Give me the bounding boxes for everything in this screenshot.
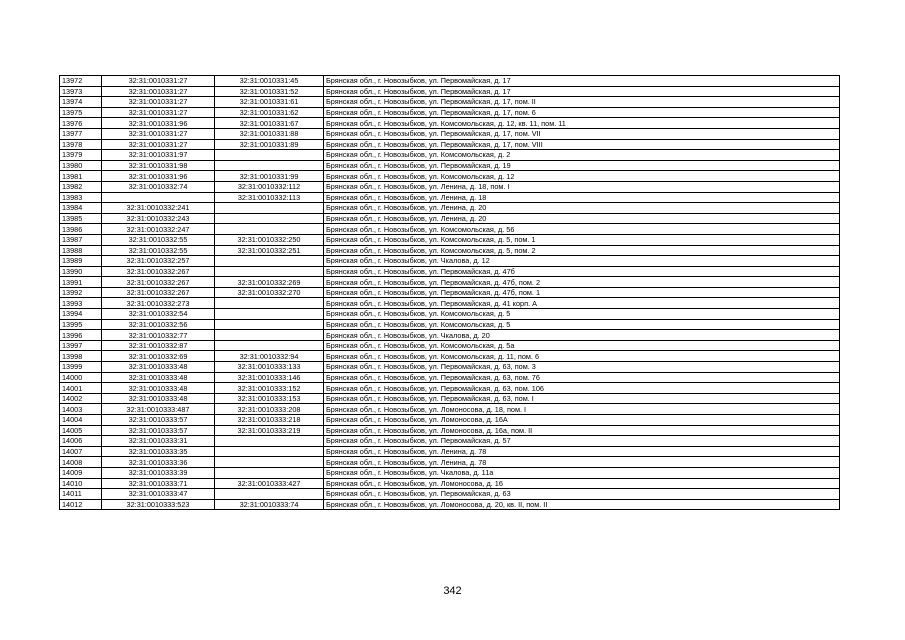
- row-number: 13993: [60, 298, 102, 309]
- cadastral-number-parcel: 32:31:0010332:54: [102, 309, 215, 320]
- table-row: [60, 372, 840, 383]
- row-number: 13994: [60, 309, 102, 320]
- table-row: [60, 351, 840, 362]
- row-number: 13991: [60, 277, 102, 288]
- table-row: [60, 181, 840, 192]
- table-row: [60, 383, 840, 394]
- cadastral-number-object: 32:31:0010331:61: [215, 97, 324, 108]
- row-number: 13999: [60, 362, 102, 373]
- cadastral-number-object: 32:31:0010332:94: [215, 351, 324, 362]
- cadastral-number-parcel: 32:31:0010333:36: [102, 457, 215, 468]
- table-row: [60, 76, 840, 87]
- cadastral-number-object: 32:31:0010333:133: [215, 362, 324, 373]
- table-row: [60, 277, 840, 288]
- cadastral-number-object: 32:31:0010331:67: [215, 118, 324, 129]
- cadastral-number-parcel: 32:31:0010333:48: [102, 393, 215, 404]
- cadastral-number-parcel: 32:31:0010331:27: [102, 86, 215, 97]
- registry-table: [59, 75, 840, 510]
- cadastral-number-object: [215, 436, 324, 447]
- cadastral-number-parcel: 32:31:0010331:27: [102, 139, 215, 150]
- cadastral-number-object: 32:31:0010332:250: [215, 234, 324, 245]
- cadastral-number-object: 32:31:0010331:62: [215, 107, 324, 118]
- table-row: [60, 266, 840, 277]
- table-row: [60, 192, 840, 203]
- cadastral-number-object: [215, 467, 324, 478]
- row-number: 13995: [60, 319, 102, 330]
- table-row: [60, 309, 840, 320]
- cadastral-number-parcel: 32:31:0010333:47: [102, 489, 215, 500]
- address-cell: Брянская обл., г. Новозыбков, ул. Первомайская, д. 63, пом. 106: [324, 383, 840, 394]
- row-number: 14000: [60, 372, 102, 383]
- row-number: 13983: [60, 192, 102, 203]
- cadastral-number-object: [215, 298, 324, 309]
- address-cell: Брянская обл., г. Новозыбков, ул. Комсомольская, д. 12: [324, 171, 840, 182]
- cadastral-number-parcel: 32:31:0010331:98: [102, 160, 215, 171]
- row-number: 13982: [60, 181, 102, 192]
- cadastral-number-object: 32:31:0010331:99: [215, 171, 324, 182]
- address-cell: Брянская обл., г. Новозыбков, ул. Ломоносова, д. 16а, пом. II: [324, 425, 840, 436]
- cadastral-number-parcel: 32:31:0010333:57: [102, 425, 215, 436]
- cadastral-number-object: [215, 160, 324, 171]
- address-cell: Брянская обл., г. Новозыбков, ул. Первомайская, д. 63, пом. I: [324, 393, 840, 404]
- table-row: [60, 256, 840, 267]
- row-number: 13987: [60, 234, 102, 245]
- address-cell: Брянская обл., г. Новозыбков, ул. Чкалова, д. 12: [324, 256, 840, 267]
- row-number: 13972: [60, 76, 102, 87]
- cadastral-number-object: [215, 489, 324, 500]
- row-number: 13997: [60, 340, 102, 351]
- address-cell: Брянская обл., г. Новозыбков, ул. Чкалова, д. 20: [324, 330, 840, 341]
- cadastral-number-object: 32:31:0010331:52: [215, 86, 324, 97]
- cadastral-number-parcel: 32:31:0010332:247: [102, 224, 215, 235]
- address-cell: Брянская обл., г. Новозыбков, ул. Первомайская, д. 63: [324, 489, 840, 500]
- table-row: [60, 128, 840, 139]
- table-row: [60, 287, 840, 298]
- row-number: 13976: [60, 118, 102, 129]
- cadastral-number-parcel: 32:31:0010332:273: [102, 298, 215, 309]
- row-number: 13986: [60, 224, 102, 235]
- cadastral-number-object: 32:31:0010333:146: [215, 372, 324, 383]
- cadastral-number-parcel: 32:31:0010331:27: [102, 97, 215, 108]
- row-number: 13989: [60, 256, 102, 267]
- table-row: [60, 404, 840, 415]
- table-row: [60, 457, 840, 468]
- row-number: 14012: [60, 499, 102, 510]
- cadastral-number-parcel: 32:31:0010331:27: [102, 107, 215, 118]
- cadastral-number-object: 32:31:0010333:427: [215, 478, 324, 489]
- cadastral-number-object: 32:31:0010332:113: [215, 192, 324, 203]
- cadastral-number-object: 32:31:0010331:88: [215, 128, 324, 139]
- cadastral-number-object: [215, 266, 324, 277]
- cadastral-number-object: [215, 150, 324, 161]
- address-cell: Брянская обл., г. Новозыбков, ул. Комсомольская, д. 5: [324, 319, 840, 330]
- address-cell: Брянская обл., г. Новозыбков, ул. Первомайская, д. 63, пом. 76: [324, 372, 840, 383]
- cadastral-number-parcel: 32:31:0010333:487: [102, 404, 215, 415]
- cadastral-number-parcel: 32:31:0010331:96: [102, 171, 215, 182]
- address-cell: Брянская обл., г. Новозыбков, ул. Первомайская, д. 47б: [324, 266, 840, 277]
- address-cell: Брянская обл., г. Новозыбков, ул. Первомайская, д. 19: [324, 160, 840, 171]
- registry-table-body: [60, 76, 840, 510]
- row-number: 14008: [60, 457, 102, 468]
- row-number: 14004: [60, 415, 102, 426]
- address-cell: Брянская обл., г. Новозыбков, ул. Ломоносова, д. 16: [324, 478, 840, 489]
- cadastral-number-object: 32:31:0010333:74: [215, 499, 324, 510]
- cadastral-number-parcel: 32:31:0010333:31: [102, 436, 215, 447]
- cadastral-number-object: 32:31:0010332:112: [215, 181, 324, 192]
- cadastral-number-parcel: 32:31:0010333:39: [102, 467, 215, 478]
- row-number: 13990: [60, 266, 102, 277]
- cadastral-number-parcel: 32:31:0010332:69: [102, 351, 215, 362]
- address-cell: Брянская обл., г. Новозыбков, ул. Ленина, д. 20: [324, 203, 840, 214]
- row-number: 14010: [60, 478, 102, 489]
- row-number: 14011: [60, 489, 102, 500]
- row-number: 13996: [60, 330, 102, 341]
- cadastral-number-parcel: 32:31:0010332:55: [102, 245, 215, 256]
- table-row: [60, 478, 840, 489]
- row-number: 14006: [60, 436, 102, 447]
- address-cell: Брянская обл., г. Новозыбков, ул. Комсомольская, д. 56: [324, 224, 840, 235]
- address-cell: Брянская обл., г. Новозыбков, ул. Ленина, д. 20: [324, 213, 840, 224]
- address-cell: Брянская обл., г. Новозыбков, ул. Ленина, д. 78: [324, 446, 840, 457]
- cadastral-number-parcel: 32:31:0010332:87: [102, 340, 215, 351]
- cadastral-number-object: [215, 203, 324, 214]
- cadastral-number-object: 32:31:0010333:153: [215, 393, 324, 404]
- row-number: 13998: [60, 351, 102, 362]
- table-row: [60, 203, 840, 214]
- cadastral-number-object: [215, 309, 324, 320]
- row-number: 13984: [60, 203, 102, 214]
- table-row: [60, 139, 840, 150]
- cadastral-number-object: [215, 446, 324, 457]
- cadastral-number-parcel: 32:31:0010333:35: [102, 446, 215, 457]
- row-number: 13980: [60, 160, 102, 171]
- cadastral-number-object: 32:31:0010333:219: [215, 425, 324, 436]
- cadastral-number-object: 32:31:0010333:218: [215, 415, 324, 426]
- cadastral-number-parcel: [102, 192, 215, 203]
- address-cell: Брянская обл., г. Новозыбков, ул. Первомайская, д. 17, пом. VIII: [324, 139, 840, 150]
- cadastral-number-object: 32:31:0010333:152: [215, 383, 324, 394]
- address-cell: Брянская обл., г. Новозыбков, ул. Ленина, д. 18, пом. I: [324, 181, 840, 192]
- address-cell: Брянская обл., г. Новозыбков, ул. Комсомольская, д. 5, пом. 2: [324, 245, 840, 256]
- cadastral-number-parcel: 32:31:0010332:74: [102, 181, 215, 192]
- row-number: 13981: [60, 171, 102, 182]
- address-cell: Брянская обл., г. Новозыбков, ул. Первомайская, д. 17, пом. II: [324, 97, 840, 108]
- table-row: [60, 340, 840, 351]
- cadastral-number-parcel: 32:31:0010332:77: [102, 330, 215, 341]
- row-number: 14002: [60, 393, 102, 404]
- address-cell: Брянская обл., г. Новозыбков, ул. Первомайская, д. 47б, пом. 2: [324, 277, 840, 288]
- address-cell: Брянская обл., г. Новозыбков, ул. Первомайская, д. 41 корп. А: [324, 298, 840, 309]
- address-cell: Брянская обл., г. Новозыбков, ул. Комсомольская, д. 5а: [324, 340, 840, 351]
- table-row: [60, 213, 840, 224]
- address-cell: Брянская обл., г. Новозыбков, ул. Комсомольская, д. 2: [324, 150, 840, 161]
- address-cell: Брянская обл., г. Новозыбков, ул. Первомайская, д. 17, пом. VII: [324, 128, 840, 139]
- table-row: [60, 489, 840, 500]
- row-number: 13974: [60, 97, 102, 108]
- cadastral-number-parcel: 32:31:0010333:48: [102, 383, 215, 394]
- cadastral-number-object: [215, 457, 324, 468]
- table-row: [60, 298, 840, 309]
- table-row: [60, 415, 840, 426]
- cadastral-number-parcel: 32:31:0010332:257: [102, 256, 215, 267]
- cadastral-number-parcel: 32:31:0010333:48: [102, 362, 215, 373]
- address-cell: Брянская обл., г. Новозыбков, ул. Комсомольская, д. 5: [324, 309, 840, 320]
- table-row: [60, 393, 840, 404]
- cadastral-number-parcel: 32:31:0010331:96: [102, 118, 215, 129]
- address-cell: Брянская обл., г. Новозыбков, ул. Ломоносова, д. 16А: [324, 415, 840, 426]
- table-row: [60, 436, 840, 447]
- cadastral-number-parcel: 32:31:0010332:267: [102, 266, 215, 277]
- cadastral-number-parcel: 32:31:0010333:71: [102, 478, 215, 489]
- row-number: 14007: [60, 446, 102, 457]
- row-number: 14001: [60, 383, 102, 394]
- cadastral-number-object: [215, 319, 324, 330]
- address-cell: Брянская обл., г. Новозыбков, ул. Комсомольская, д. 11, пом. 6: [324, 351, 840, 362]
- cadastral-number-object: 32:31:0010331:45: [215, 76, 324, 87]
- table-row: [60, 425, 840, 436]
- cadastral-number-parcel: 32:31:0010333:48: [102, 372, 215, 383]
- cadastral-number-parcel: 32:31:0010332:241: [102, 203, 215, 214]
- table-row: [60, 245, 840, 256]
- row-number: 13985: [60, 213, 102, 224]
- cadastral-number-parcel: 32:31:0010332:56: [102, 319, 215, 330]
- row-number: 13973: [60, 86, 102, 97]
- cadastral-number-parcel: 32:31:0010333:57: [102, 415, 215, 426]
- cadastral-number-parcel: 32:31:0010332:55: [102, 234, 215, 245]
- table-row: [60, 150, 840, 161]
- row-number: 13978: [60, 139, 102, 150]
- table-row: [60, 362, 840, 373]
- cadastral-number-object: 32:31:0010332:269: [215, 277, 324, 288]
- row-number: 14003: [60, 404, 102, 415]
- cadastral-number-object: 32:31:0010331:89: [215, 139, 324, 150]
- address-cell: Брянская обл., г. Новозыбков, ул. Чкалова, д. 11а: [324, 467, 840, 478]
- table-row: [60, 171, 840, 182]
- address-cell: Брянская обл., г. Новозыбков, ул. Ломоносова, д. 18, пом. I: [324, 404, 840, 415]
- address-cell: Брянская обл., г. Новозыбков, ул. Первомайская, д. 63, пом. 3: [324, 362, 840, 373]
- table-row: [60, 118, 840, 129]
- table-row: [60, 224, 840, 235]
- row-number: 13975: [60, 107, 102, 118]
- address-cell: Брянская обл., г. Новозыбков, ул. Ломоносова, д. 20, кв. II, пом. II: [324, 499, 840, 510]
- cadastral-number-parcel: 32:31:0010332:267: [102, 287, 215, 298]
- cadastral-number-parcel: 32:31:0010332:267: [102, 277, 215, 288]
- table-row: [60, 446, 840, 457]
- cadastral-number-object: [215, 340, 324, 351]
- page-number: 342: [443, 585, 462, 597]
- address-cell: Брянская обл., г. Новозыбков, ул. Первомайская, д. 17, пом. 6: [324, 107, 840, 118]
- cadastral-number-parcel: 32:31:0010331:27: [102, 76, 215, 87]
- cadastral-number-object: [215, 330, 324, 341]
- cadastral-number-object: [215, 213, 324, 224]
- cadastral-number-object: 32:31:0010332:251: [215, 245, 324, 256]
- address-cell: Брянская обл., г. Новозыбков, ул. Ленина, д. 78: [324, 457, 840, 468]
- cadastral-number-object: [215, 224, 324, 235]
- row-number: 14009: [60, 467, 102, 478]
- table-row: [60, 330, 840, 341]
- cadastral-number-object: 32:31:0010332:270: [215, 287, 324, 298]
- address-cell: Брянская обл., г. Новозыбков, ул. Комсомольская, д. 5, пом. 1: [324, 234, 840, 245]
- address-cell: Брянская обл., г. Новозыбков, ул. Первомайская, д. 17: [324, 76, 840, 87]
- table-row: [60, 86, 840, 97]
- row-number: 14005: [60, 425, 102, 436]
- cadastral-number-parcel: 32:31:0010331:97: [102, 150, 215, 161]
- table-row: [60, 467, 840, 478]
- row-number: 13977: [60, 128, 102, 139]
- row-number: 13992: [60, 287, 102, 298]
- address-cell: Брянская обл., г. Новозыбков, ул. Первомайская, д. 57: [324, 436, 840, 447]
- table-row: [60, 160, 840, 171]
- cadastral-number-parcel: 32:31:0010332:243: [102, 213, 215, 224]
- cadastral-number-parcel: 32:31:0010333:523: [102, 499, 215, 510]
- table-row: [60, 97, 840, 108]
- address-cell: Брянская обл., г. Новозыбков, ул. Первомайская, д. 47б, пом. 1: [324, 287, 840, 298]
- row-number: 13988: [60, 245, 102, 256]
- cadastral-number-object: 32:31:0010333:208: [215, 404, 324, 415]
- address-cell: Брянская обл., г. Новозыбков, ул. Комсомольская, д. 12, кв. 11, пом. 11: [324, 118, 840, 129]
- cadastral-number-object: [215, 256, 324, 267]
- row-number: 13979: [60, 150, 102, 161]
- table-row: [60, 107, 840, 118]
- table-row: [60, 499, 840, 510]
- cadastral-number-parcel: 32:31:0010331:27: [102, 128, 215, 139]
- table-row: [60, 319, 840, 330]
- table-row: [60, 234, 840, 245]
- address-cell: Брянская обл., г. Новозыбков, ул. Первомайская, д. 17: [324, 86, 840, 97]
- address-cell: Брянская обл., г. Новозыбков, ул. Ленина, д. 18: [324, 192, 840, 203]
